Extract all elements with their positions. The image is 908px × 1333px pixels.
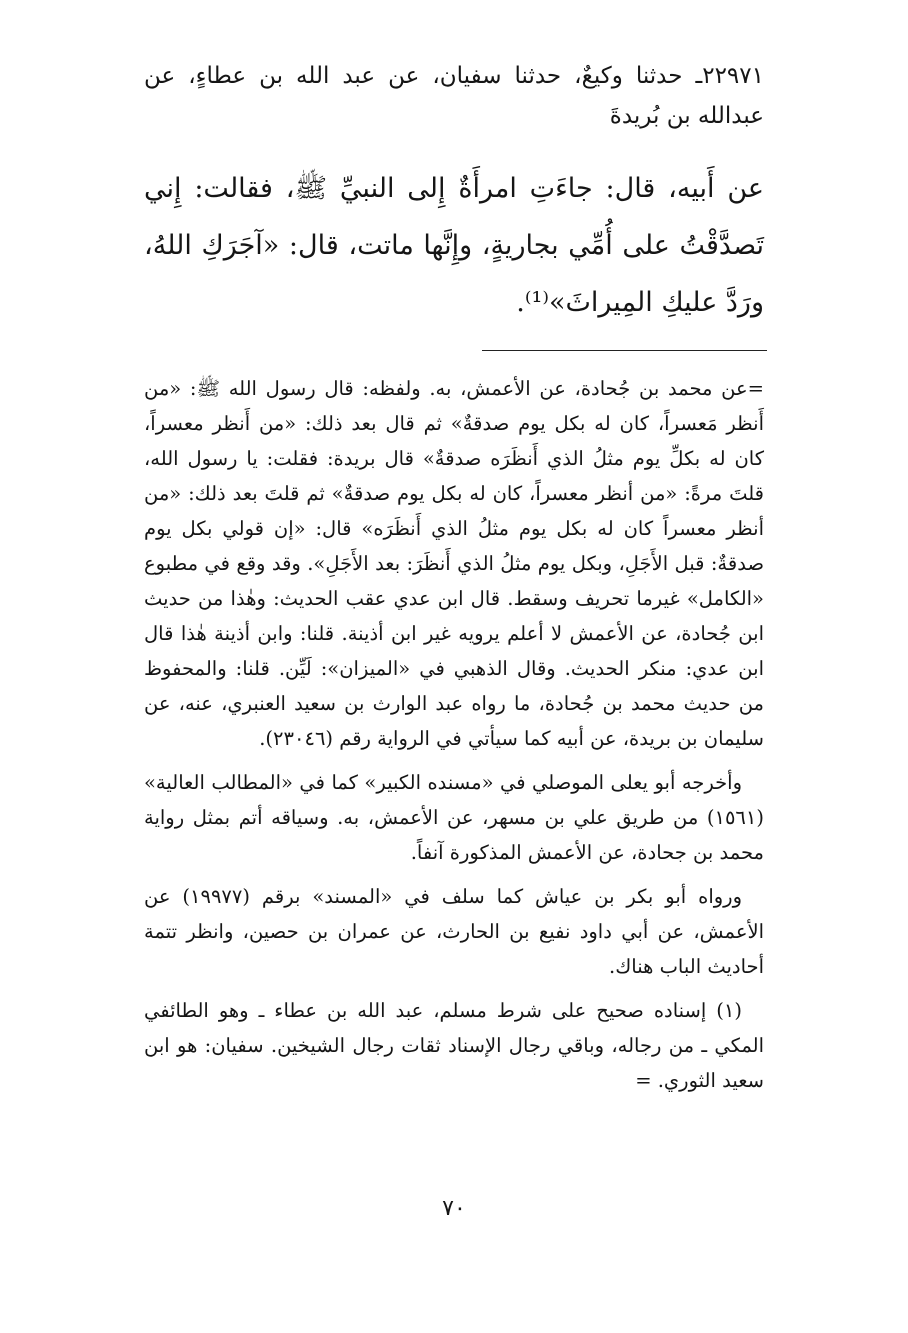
- footnote-paragraph: ورواه أبو بكر بن عياش كما سلف في «المسند» برقم (١٩٩٧٧) عن الأعمش، عن أبي داود نفيع بن الحارث، عن عمران بن حصين، وانظر تتمة أحاديث الباب هناك.: [144, 885, 764, 978]
- footnotes-section: [144, 371, 764, 1107]
- page-number: ٧٠: [442, 1196, 466, 1221]
- hadith-isnad: ٢٢٩٧١ـ حدثنا وكيعٌ، حدثنا سفيان، عن عبد الله بن عطاءٍ، عن عبدالله بن بُريدةَ: [144, 63, 764, 129]
- footnote-divider: [482, 350, 767, 351]
- footnote-paragraph: وأخرجه أبو يعلى الموصلي في «مسنده الكبير» كما في «المطالب العالية» (١٥٦١) من طريق علي بن مسهر، عن الأعمش، به. وسياقه أتم بمثل رواية محمد بن جحادة، عن الأعمش المذكورة آنفاً.: [144, 771, 764, 864]
- footnote-1: (١) إسناده صحيح على شرط مسلم، عبد الله بن عطاء ـ وهو الطائفي المكي ـ من رجاله، وباقي رجال الإسناد ثقات رجال الشيخين. سفيان: هو ابن سعيد الثوري. =: [144, 999, 764, 1092]
- hadith-matn: عن أَبيه، قال: جاءَتِ امرأَةٌ إِلى النبيِّ ﷺ، فقالت: إِني تَصدَّقْتُ على أُمِّي بجاريةٍ، وإِنَّها ماتت، قال: «آجَرَكِ اللهُ، ورَدَّ عليكِ المِيراثَ»⁽¹⁾.: [144, 173, 764, 318]
- footnote-continuation: =عن محمد بن جُحادة، عن الأعمش، به. ولفظه: قال رسول الله ﷺ: «من أَنظر مَعسراً، كان له بكل يوم صدقةٌ» ثم قال بعد ذلك: «من أَنظر معسراً، كان له بكلِّ يوم مثلُ الذي أَنظَرَه صدقةٌ» قال بريدة: فقلت: يا رسول الله، قلتَ مرةً: «من أنظر معسراً، كان له بكل يوم صدقةٌ» ثم قلتَ بعد ذلك: «من أنظر معسراً كان له بكل يوم مثلُ الذي أَنظَرَه» قال: «إن قولي بكل يوم صدقةٌ: قبل الأَجَلِ، وبكل يوم مثلُ الذي أَنظَرَ: بعد الأَجَلِ». وقد وقع في مطبوع «الكامل» غيرما تحريف وسقط. قال ابن عدي عقب الحديث: وهٰذا من حديث ابن جُحادة، عن الأعمش لا أعلم يرويه غير ابن أذينة. قلنا: وابن أذينة هٰذا قال ابن عدي: منكر الحديث. وقال الذهبي في «الميزان»: لَيِّن. قلنا: والمحفوظ من حديث محمد بن جُحادة، ما رواه عبد الوارث بن سعيد العنبري، عنه، عن سليمان بن بريدة، عن أبيه كما سيأتي في الرواية رقم (٢٣٠٤٦).: [144, 377, 764, 750]
